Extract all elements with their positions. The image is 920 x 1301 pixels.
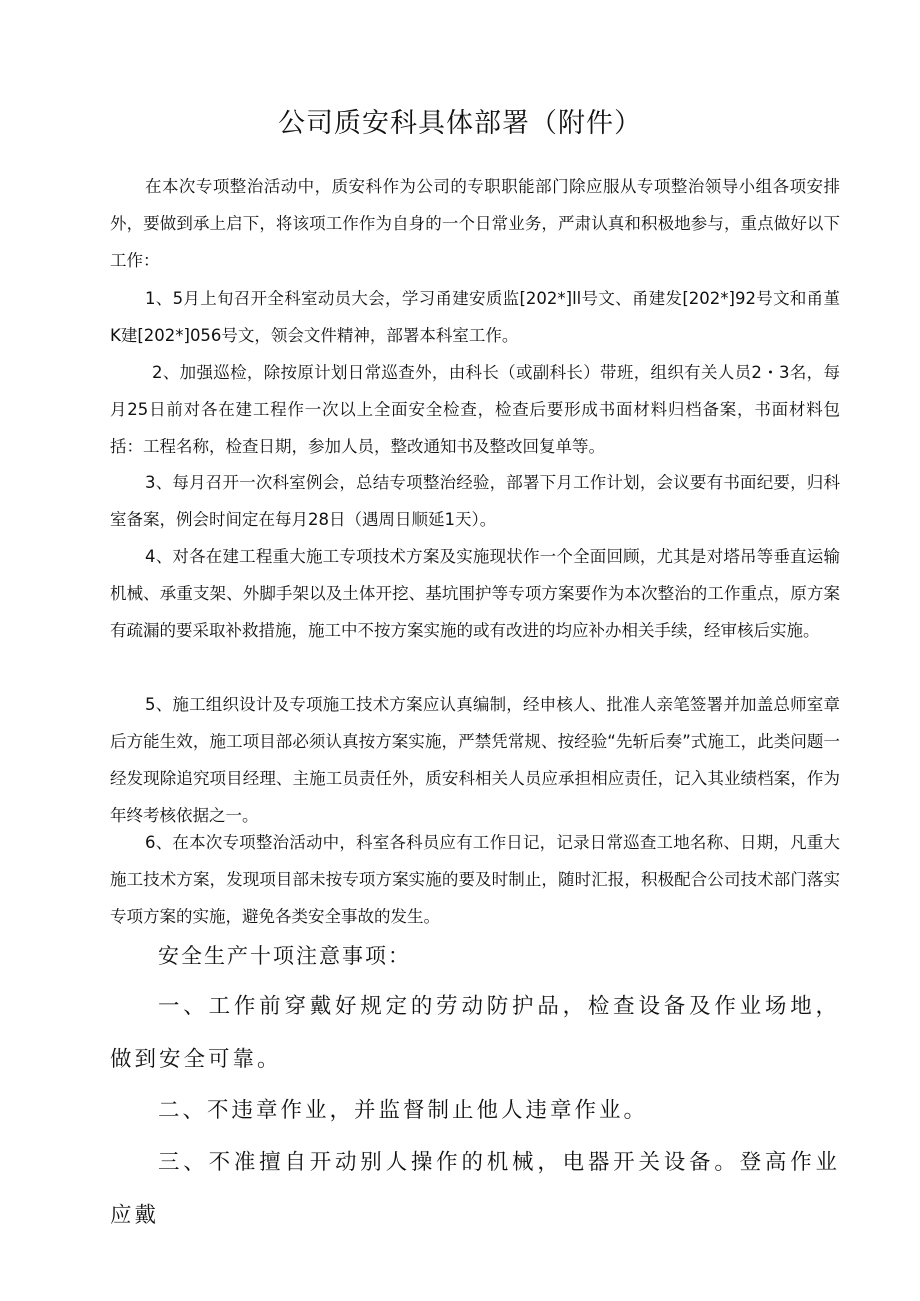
work-item-4: 4、对各在建工程重大施工专项技术方案及实施现状作一个全面回顾，尤其是对塔吊等垂直运输机械、承重支架、外脚手架以及土体开挖、基坑围护等专项方案要作为本次整治的工作重点，原方案有疏漏的要采取补救措施，施工中不按方案实施的或有改进的均应补办相关手续，经审核后实施。 bbox=[110, 547, 840, 640]
safety-note-1: 一、工作前穿戴好规定的劳动防护品，检查设备及作业场地，做到安全可靠。 bbox=[110, 994, 840, 1072]
safety-notes-heading: 安全生产十项注意事项： bbox=[158, 944, 411, 968]
work-item-6: 6、在本次专项整治活动中，科室各科员应有工作日记，记录日常巡查工地名称、日期，凡重大施工技术方案，发现项目部未按专项方案实施的要及时制止，随时汇报，积极配合公司技术部门落实专项方案的实施，避免各类安全事故的发生。 bbox=[110, 833, 840, 926]
work-item-2: 2、加强巡检，除按原计划日常巡查外，由科长（或副科长）带班，组织有关人员2・3名，每月25日前对各在建工程作一次以上全面安全检查，检查后要形成书面材料归档备案，书面材料包括：工程名称，检查日期，参加人员，整改通知书及整改回复单等。 bbox=[110, 363, 840, 456]
safety-note-3: 三、不准擅自开动别人操作的机械，电器开关设备。登高作业应戴 bbox=[110, 1150, 840, 1228]
work-item-3: 3、每月召开一次科室例会，总结专项整治经验，部署下月工作计划，会议要有书面纪要，归科室备案，例会时间定在每月28日（遇周日顺延1天）。 bbox=[110, 473, 840, 529]
document-title: 公司质安科具体部署（附件） bbox=[278, 108, 642, 139]
work-item-1: 1、5月上旬召开全科室动员大会，学习甬建安质监[202*]ll号文、甬建发[202*]92号文和甬堇K建[202*]056号文，领会文件精神，部署本科室工作。 bbox=[110, 289, 840, 345]
intro-paragraph: 在本次专项整治活动中，质安科作为公司的专职职能部门除应服从专项整治领导小组各项安排外，要做到承上启下，将该项工作作为自身的一个日常业务，严肃认真和积极地参与，重点做好以下工作： bbox=[110, 177, 840, 270]
safety-note-2: 二、不违章作业，并监督制止他人违章作业。 bbox=[158, 1098, 649, 1123]
work-item-5: 5、施工组织设计及专项施工技术方案应认真编制，经申核人、批准人亲笔签署并加盖总师室章后方能生效，施工项目部必须认真按方案实施，严禁凭常规、按经验“先斩后奏”式施工，此类问题一经发现除追究项目经理、主施工员责任外，质安科相关人员应承担相应责任，记入其业绩档案，作为年终考核依据之一。 bbox=[110, 695, 840, 825]
